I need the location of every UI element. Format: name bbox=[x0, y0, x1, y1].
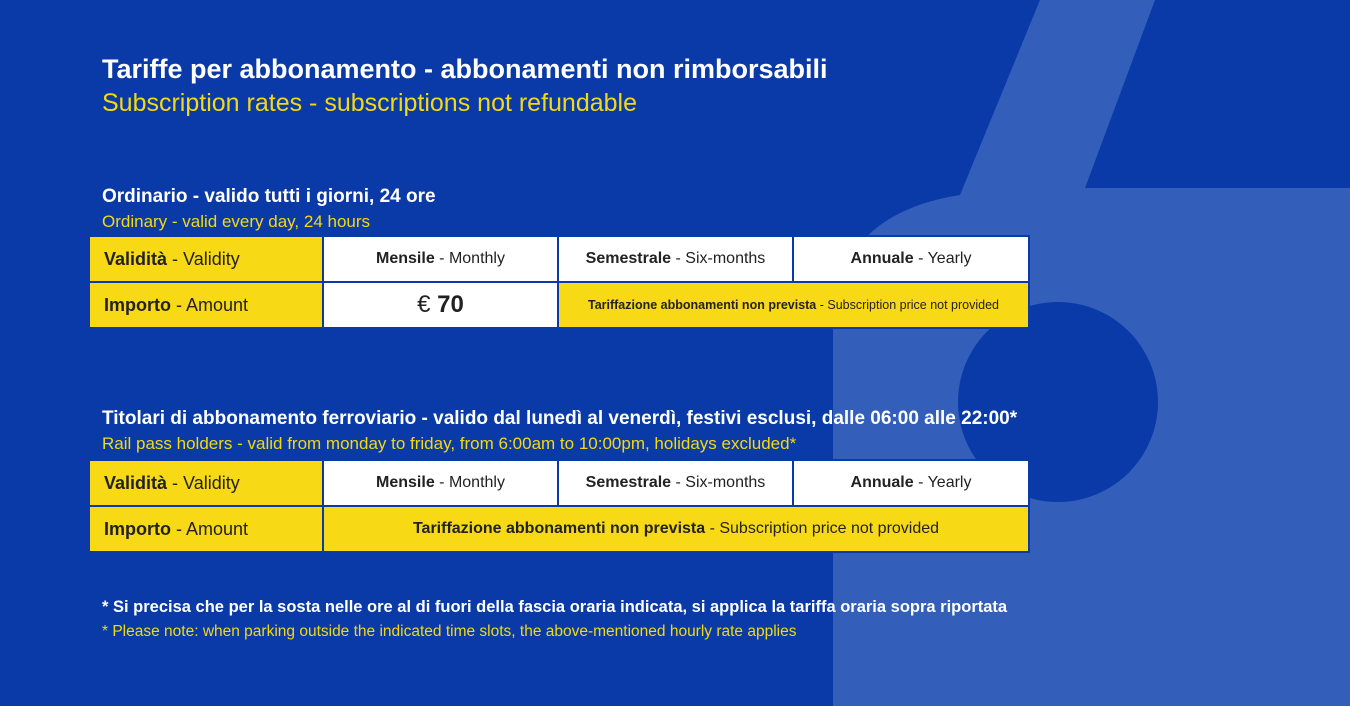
table-row bbox=[89, 282, 1029, 328]
yearly-header: Annuale - Yearly bbox=[793, 236, 1029, 282]
table-row bbox=[89, 506, 1029, 552]
ordinary-rates-table bbox=[88, 235, 1030, 329]
rail-subtitle: Rail pass holders - valid from monday to friday, from 6:00am to 10:00pm, holidays excluded* bbox=[102, 434, 797, 453]
price-not-provided: Tariffazione abbonamenti non prevista - Subscription price not provided bbox=[323, 506, 1029, 552]
footnote-italian: * Si precisa che per la sosta nelle ore al di fuori della fascia oraria indicata, si applica la tariffa oraria sopra riportata bbox=[102, 598, 1008, 616]
rail-title: Titolari di abbonamento ferroviario - valido dal lunedì al venerdì, festivi esclusi, dalle 06:00 alle 22:00* bbox=[102, 408, 1018, 429]
ordinary-title: Ordinario - valido tutti i giorni, 24 ore bbox=[102, 186, 436, 207]
yearly-header: Annuale - Yearly bbox=[793, 460, 1029, 506]
monthly-header: Mensile - Monthly bbox=[323, 460, 558, 506]
ordinary-subtitle: Ordinary - valid every day, 24 hours bbox=[102, 212, 371, 231]
table-row bbox=[89, 460, 1029, 506]
amount-label: Importo - Amount bbox=[89, 506, 323, 552]
monthly-header: Mensile - Monthly bbox=[323, 236, 558, 282]
page-title: Tariffe per abbonamento - abbonamenti non rimborsabili bbox=[102, 54, 828, 84]
page-subtitle: Subscription rates - subscriptions not refundable bbox=[102, 89, 638, 117]
validity-label: Validità - Validity bbox=[89, 236, 323, 282]
validity-label: Validità - Validity bbox=[89, 460, 323, 506]
rail-rates-table bbox=[88, 459, 1030, 553]
six-months-header: Semestrale - Six-months bbox=[558, 236, 793, 282]
six-months-header: Semestrale - Six-months bbox=[558, 460, 793, 506]
amount-label: Importo - Amount bbox=[89, 282, 323, 328]
table-row bbox=[89, 236, 1029, 282]
footnote-english: * Please note: when parking outside the indicated time slots, the above-mentioned hourly rate applies bbox=[102, 623, 797, 640]
monthly-price: € 70 bbox=[323, 282, 558, 328]
price-not-provided: Tariffazione abbonamenti non prevista - Subscription price not provided bbox=[558, 282, 1029, 328]
